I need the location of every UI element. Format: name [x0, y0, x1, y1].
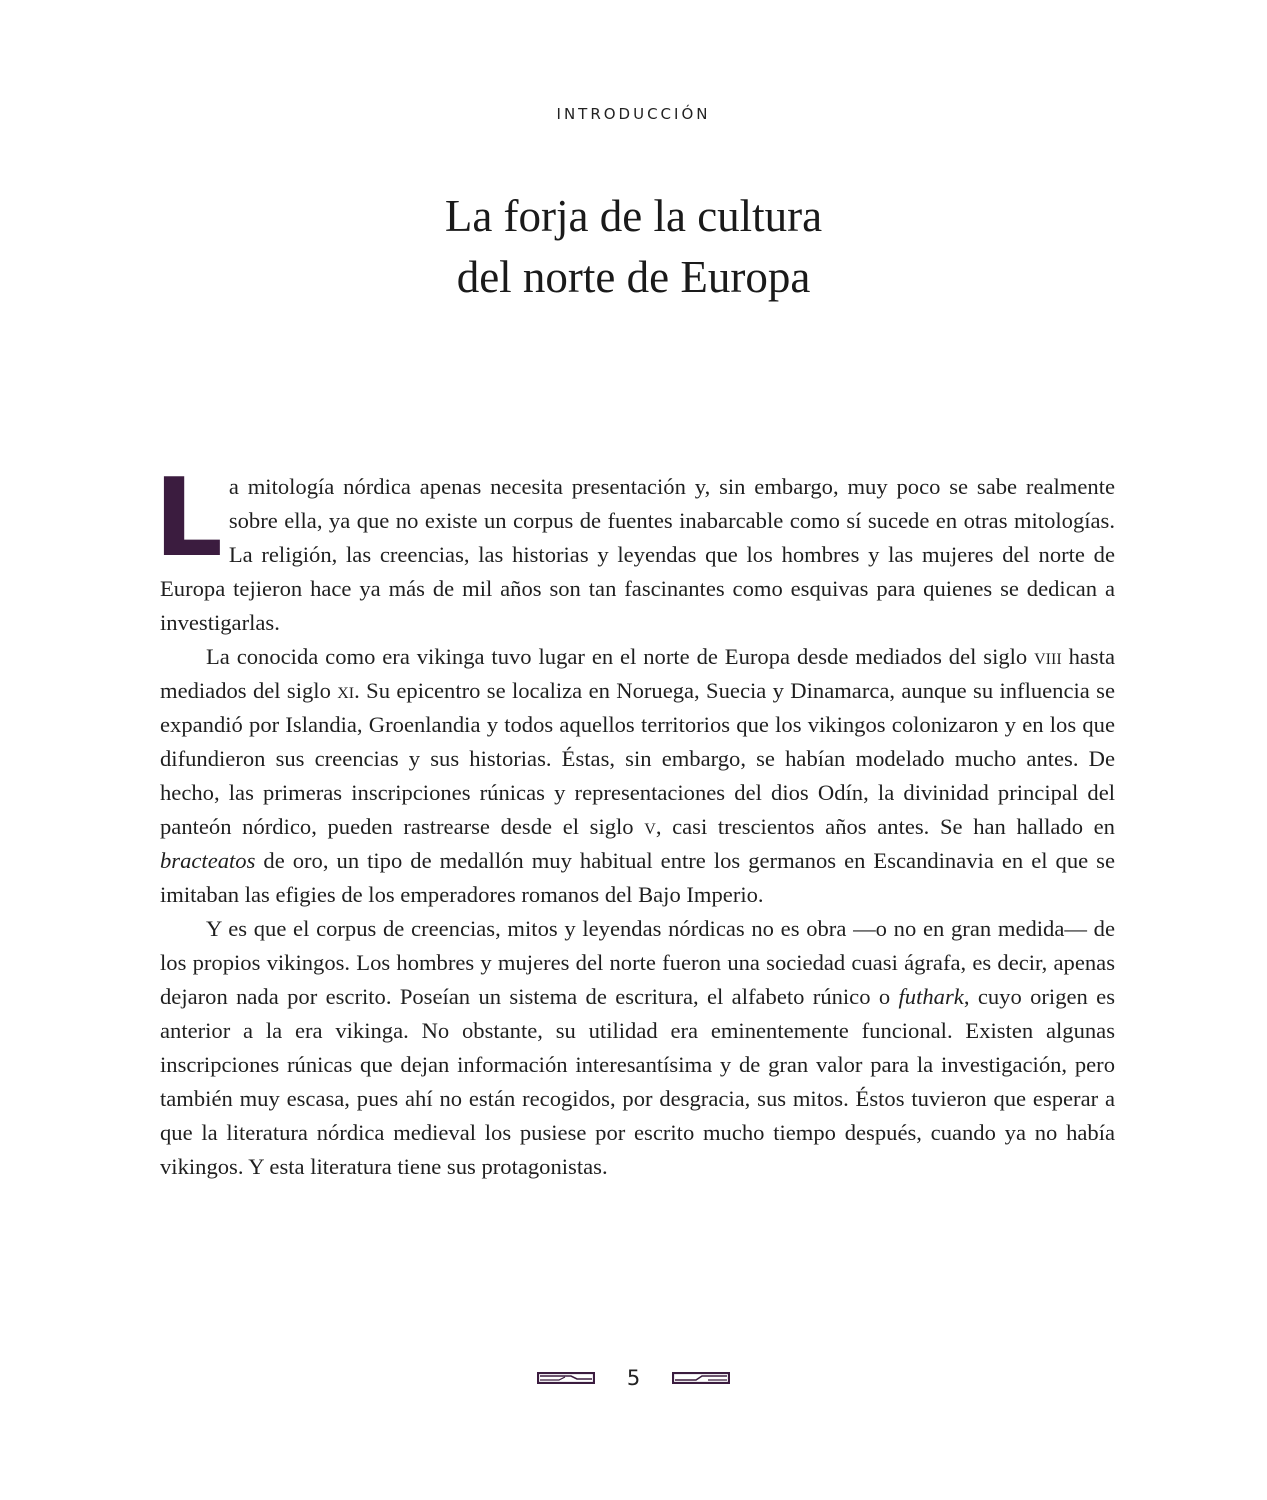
paragraph-2-text-3: . Su epicentro se localiza en Noruega, Suecia y Dinamarca, aunque su influencia se expandió por Islandia, Groenlandia y todos aquellos territorios que los vikingos colonizaron y en los que difundieron sus creencias y sus historias. Éstas, sin embargo, se habían modelado mucho antes. De hecho, las primeras inscripciones rúnicas y representaciones del dios Odín, la divinidad principal del panteón nórdico, pueden rastrearse desde el siglo — [160, 678, 1115, 839]
paragraph-2-text-4: , casi trescientos años antes. Se han hallado en — [655, 814, 1115, 839]
roman-numeral: v — [644, 814, 656, 839]
left-ornament-icon — [537, 1372, 595, 1384]
paragraph-2 — [160, 640, 1115, 912]
paragraph-3-text-1: Y es que el corpus de creencias, mitos y leyendas nórdicas no es obra —o no en gran medida— de los propios vikingos. Los hombres y mujeres del norte fueron una sociedad cuasi ágrafa, es decir, apenas dejaron nada por escrito. Poseían un sistema de escritura, el alfabeto rúnico o — [160, 916, 1115, 1009]
chapter-title — [0, 186, 1267, 308]
page-number: 5 — [626, 1366, 641, 1390]
paragraph-2-text-1: La conocida como era vikinga tuvo lugar en el norte de Europa desde mediados del siglo — [206, 644, 1035, 669]
italic-term: bracteatos — [160, 848, 256, 873]
page-footer — [0, 1366, 1267, 1390]
italic-term: futhark — [898, 984, 964, 1009]
roman-numeral: viii — [1034, 644, 1062, 669]
drop-cap: L — [154, 456, 223, 581]
chapter-title-line-1: La forja de la cultura — [444, 191, 823, 241]
roman-numeral: xi — [337, 678, 355, 703]
paragraph-2-text-2: hasta mediados del siglo — [160, 644, 1115, 703]
paragraph-3 — [160, 912, 1115, 1184]
right-ornament-icon — [672, 1372, 730, 1384]
paragraph-1 — [154, 456, 1115, 640]
paragraph-1-text: a mitología nórdica apenas necesita presentación y, sin embargo, muy poco se sabe realmente sobre ella, ya que no existe un corpus de fuentes inabarcable como sí sucede en otras mitologías. La religión, las creencias, las historias y leyendas que los hombres y las mujeres del norte de Europa tejieron hace ya más de mil años son tan fascinantes como esquivas para quienes se dedican a investigarlas. — [160, 474, 1115, 635]
chapter-title-line-2: del norte de Europa — [456, 252, 811, 302]
paragraph-3-text-2: , cuyo origen es anterior a la era vikinga. No obstante, su utilidad era eminentemente funcional. Existen algunas inscripciones rúnicas que dejan información interesantísima y de gran valor para la investigación, pero también muy escasa, pues ahí no están recogidos, por desgracia, sus mitos. Éstos tuvieron que esperar a que la literatura nórdica medieval los pusiese por escrito mucho tiempo después, cuando ya no había vikingos. Y esta literatura tiene sus protagonistas. — [160, 984, 1115, 1179]
body-text — [154, 456, 1115, 1184]
paragraph-2-text-5: de oro, un tipo de medallón muy habitual entre los germanos en Escandinavia en el que se imitaban las efigies de los emperadores romanos del Bajo Imperio. — [160, 848, 1115, 907]
section-kicker: INTRODUCCIÓN — [556, 105, 711, 123]
